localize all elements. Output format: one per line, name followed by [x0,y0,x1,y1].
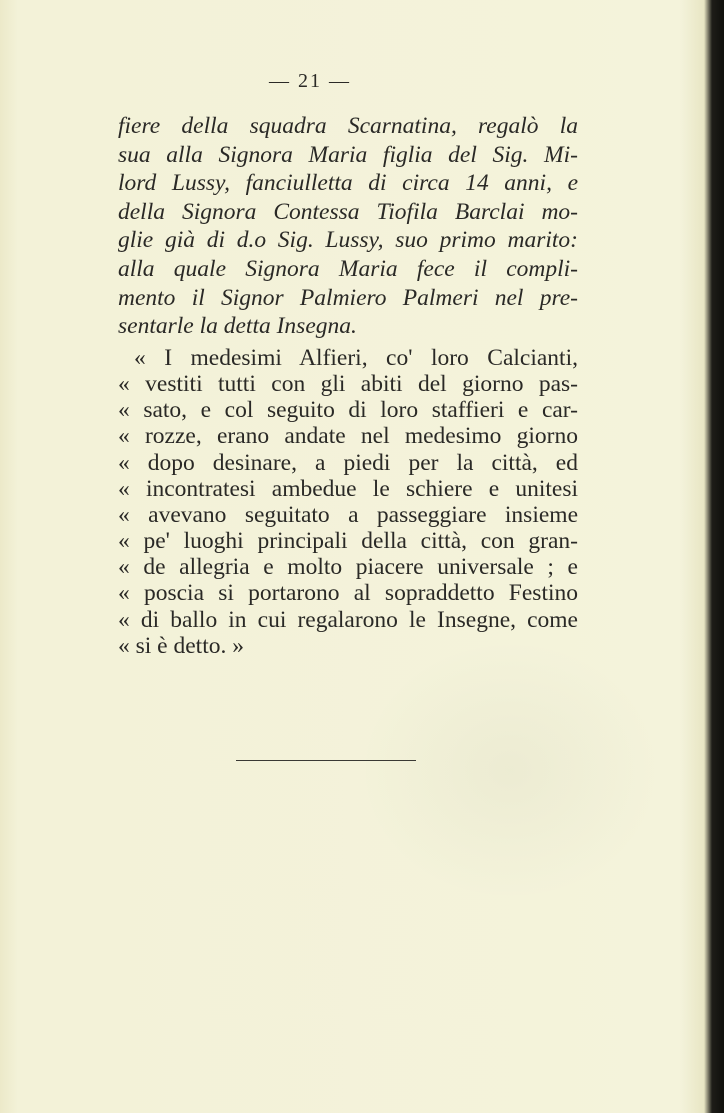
text-line: « sato, e col seguito di loro staffieri e car- [118,397,578,424]
text-line: glie già di d.o Sig. Lussy, suo primo marito: [118,227,578,254]
text-line: sentarle la detta Insegna. [118,313,357,340]
italic-paragraph [118,112,578,341]
text-line: « rozze, erano andate nel medesimo giorno [118,423,578,450]
end-rule [236,760,416,761]
text-line: « pe' luoghi principali della città, con gran- [118,528,578,555]
page-number: — 21 — [269,70,351,92]
body-text [118,112,578,659]
quote-paragraph [118,345,578,659]
text-line: lord Lussy, fanciulletta di circa 14 anni, e [118,170,578,197]
text-line: « de allegria e molto piacere universale ; e [118,554,578,581]
text-line: « si è detto. » [118,632,244,659]
text-line: della Signora Contessa Tiofila Barclai mo- [118,198,578,225]
text-line: mento il Signor Palmiero Palmeri nel pre- [118,284,578,311]
text-line: fiere della squadra Scarnatina, regalò la [118,113,578,139]
text-line: « avevano seguitato a passeggiare insieme [118,501,578,528]
text-line: sua alla Signora Maria figlia del Sig. Mi- [118,141,578,168]
text-line: « poscia si portarono al sopraddetto Festino [118,580,578,607]
show-through-shadow [360,640,660,900]
text-line: « vestiti tutti con gli abiti del giorno pas- [118,370,578,397]
text-line: « I medesimi Alfieri, co' loro Calcianti, [134,344,578,371]
text-line: alla quale Signora Maria fece il compli- [118,255,578,282]
text-line: « dopo desinare, a piedi per la città, ed [118,449,578,476]
text-line: « incontratesi ambedue le schiere e unitesi [118,475,578,502]
text-line: « di ballo in cui regalarono le Insegne, come [118,606,578,633]
